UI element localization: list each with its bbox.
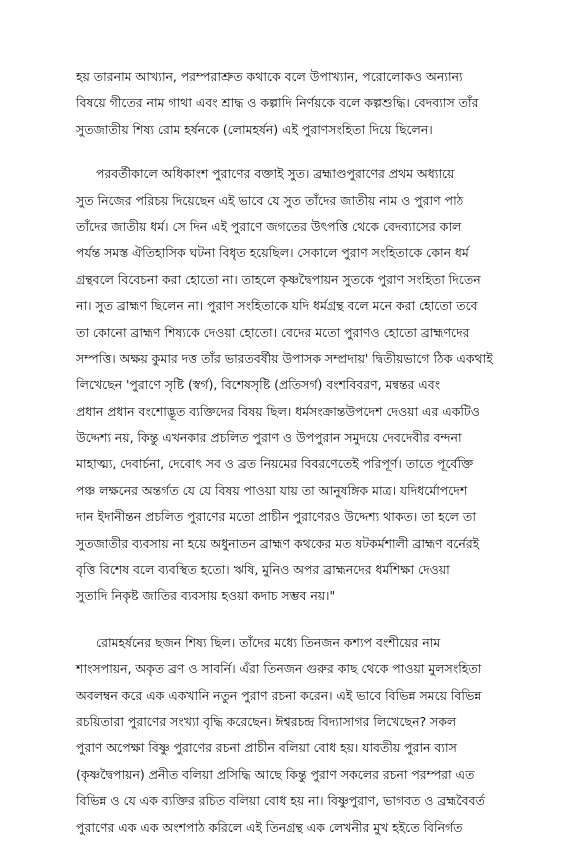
text-line: বিষয়ে গীতের নাম গাথা এবং শ্রাদ্ধ ও কল্পাদি নির্ণয়কে বলে কল্পশুদ্ধি। বেদব্যাস তাঁর: [76, 95, 479, 111]
text-line: পুরাণ অপেক্ষা বিষ্ণু পুরাণের রচনা প্রাচীন বলিয়া বোধ হয়। যাবতীয় পুরান ব্যাস: [76, 740, 457, 756]
text-line: বিভিন্ন ও যে এক ব্যক্তির রচিত বলিয়া বোধ হয় না। বিষ্ণুপুরাণ, ভাগবত ও ব্রহ্মবৈবর্ত: [76, 793, 485, 809]
text-line: প্রধান প্রধান বংশোদ্ভূত ব্যক্তিদের বিষয় ছিল। ধর্মসংক্রান্তউপদেশ দেওয়া এর একটিও: [76, 403, 480, 419]
text-line: রোমহর্ষনের ছজন শিষ্য ছিল। তাঁদের মধ্যে তিনজন কশ্যপ বংশীয়ের নাম: [96, 634, 441, 650]
text-line: তাঁদের জাতীয় ধর্ম। সে দিন এই পুরাণে জগতের উৎপত্তি থেকে বেদব্যাসের কাল: [76, 218, 462, 234]
text-line: সুতজাতীর ব্যবসায় না হয়ে অধুনাতন ব্রাহ্মণ কথকের মত ষটকর্মশালী ব্রাহ্মণ বর্নেরই: [76, 535, 480, 551]
text-line: লিখেছেন 'পুরাণে সৃষ্টি (স্বর্গ), বিশেষসৃষ্টি (প্রতিসর্গ) বংশবিবরণ, মন্বন্তর এবং: [76, 377, 441, 393]
text-line: সম্পত্তি। অক্ষয় কুমার দত্ত তাঁর ভারতবর্ষীয় উপাসক সম্প্রদায়' দ্বিতীয়ভাগে ঠিক একথাই: [76, 350, 493, 366]
text-line: পঞ্চ লক্ষনের অন্তর্গত যে যে বিষয় পাওয়া যায় তা আনুষঙ্গিক মাত্র। যদিধর্মোপদেশ: [76, 482, 468, 498]
text-line: অবলম্বন করে এক একখানি নতুন পুরাণ রচনা করেন। এই ভাবে বিভিন্ন সময়ে বিভিন্ন: [76, 687, 482, 703]
text-line: সুত নিজের পরিচয় দিয়েছেন এই ভাবে যে সুত তাঁদের জাতীয় নাম ও পুরাণ পাঠ: [76, 192, 464, 208]
text-line: রচয়িতারা পুরাণের সংখ্যা বৃদ্ধি করেছেন। ঈশ্বরচন্দ্র বিদ্যাসাগর লিখেছেন? সকল: [76, 713, 457, 729]
text-line: পর্যন্ত সমস্ত ঐতিহাসিক ঘটনা বিধৃত হয়েছিল। সেকালে পুরাণ সংহিতাকে কোন ধর্ম: [76, 245, 469, 261]
text-line: (কৃষ্ণদ্বৈপায়ন) প্রনীত বলিয়া প্রসিদ্ধি আছে কিন্তু পুরাণ সকলের রচনা পরম্পরা এত: [76, 766, 475, 782]
text-line: মাহাত্ম্য, দেবার্চনা, দেবোৎ সব ও ব্রত নিয়মের বিবরণেতেই পরিপূর্ণ। তাতে পূর্বেক্তি: [76, 456, 474, 472]
text-line: সুতজাতীয় শিষ্য রোম হর্ষনকে (লোমহর্ষন) এই পুরাণসংহিতা দিয়ে ছিলেন।: [76, 121, 433, 137]
paragraph-1: [76, 64, 550, 143]
text-line: উদ্দেশ্য নয়, কিন্তু এখনকার প্রচলিত পুরাণ ও উপপুরান সমুদয়ে দেবদেবীর বন্দনা: [76, 430, 462, 446]
text-line: দান ইদানীন্তন প্রচলিত পুরাণের মতো প্রাচীন পুরাণেরও উদ্দেশ্য থাকত। তা হলে তা: [76, 509, 476, 525]
paragraph-gap: [76, 143, 550, 161]
text-line: পুরাণের এক এক অংশপাঠ করিলে এই তিনগ্রন্থ এক লেখনীর মুখ হইতে বিনির্গত: [76, 819, 463, 835]
text-line: না। সুত ব্রাহ্মণ ছিলেন না। পুরাণ সংহিতাকে যদি ধর্মগ্রন্থ বলে মনে করা হোতো তবে: [76, 298, 478, 314]
text-line: সুতাদি নিকৃষ্ট জাতির ব্যবসায় হওয়া কদাচ সম্ভব নয়।": [76, 588, 336, 604]
text-line: বৃত্তি বিশেষ বলে ব্যবস্থিত হতো। ঋষি, মুনিও অপর ব্রাহ্মনদের ধর্মশিক্ষা দেওয়া: [76, 562, 450, 578]
paragraph-gap: [76, 610, 550, 630]
paragraph-3: [76, 630, 550, 841]
text-line: পরবর্তীকালে অধিকাংশ পুরাণের বক্তাই সুত। ব্রহ্মাণ্ডপুরাণের প্রথম অধ্যায়ে: [96, 166, 455, 182]
text-line: তা কোনো ব্রাহ্মণ শিষ্যকে দেওয়া হোতো। বেদের মতো পুরাণও হোতো ব্রাহ্মণদের: [76, 324, 470, 340]
text-line: শাংসপায়ন, অকৃত ব্রণ ও সাবর্নি। এঁরা তিনজন গুরুর কাছ থেকে পাওয়া মুলসংহিতা: [76, 661, 482, 677]
text-line: গ্রন্থবলে বিবেচনা করা হোতো না। তাহলে কৃষ্ণদ্বৈপায়ন সুতকে পুরাণ সংহিতা দিতেন: [76, 271, 481, 287]
text-line: হয় তারনাম আখ্যান, পরম্পরাশ্রুত কথাকে বলে উপাখ্যান, পরোলোকও অন্যান্য: [76, 69, 463, 84]
paragraph-2: [76, 161, 550, 610]
